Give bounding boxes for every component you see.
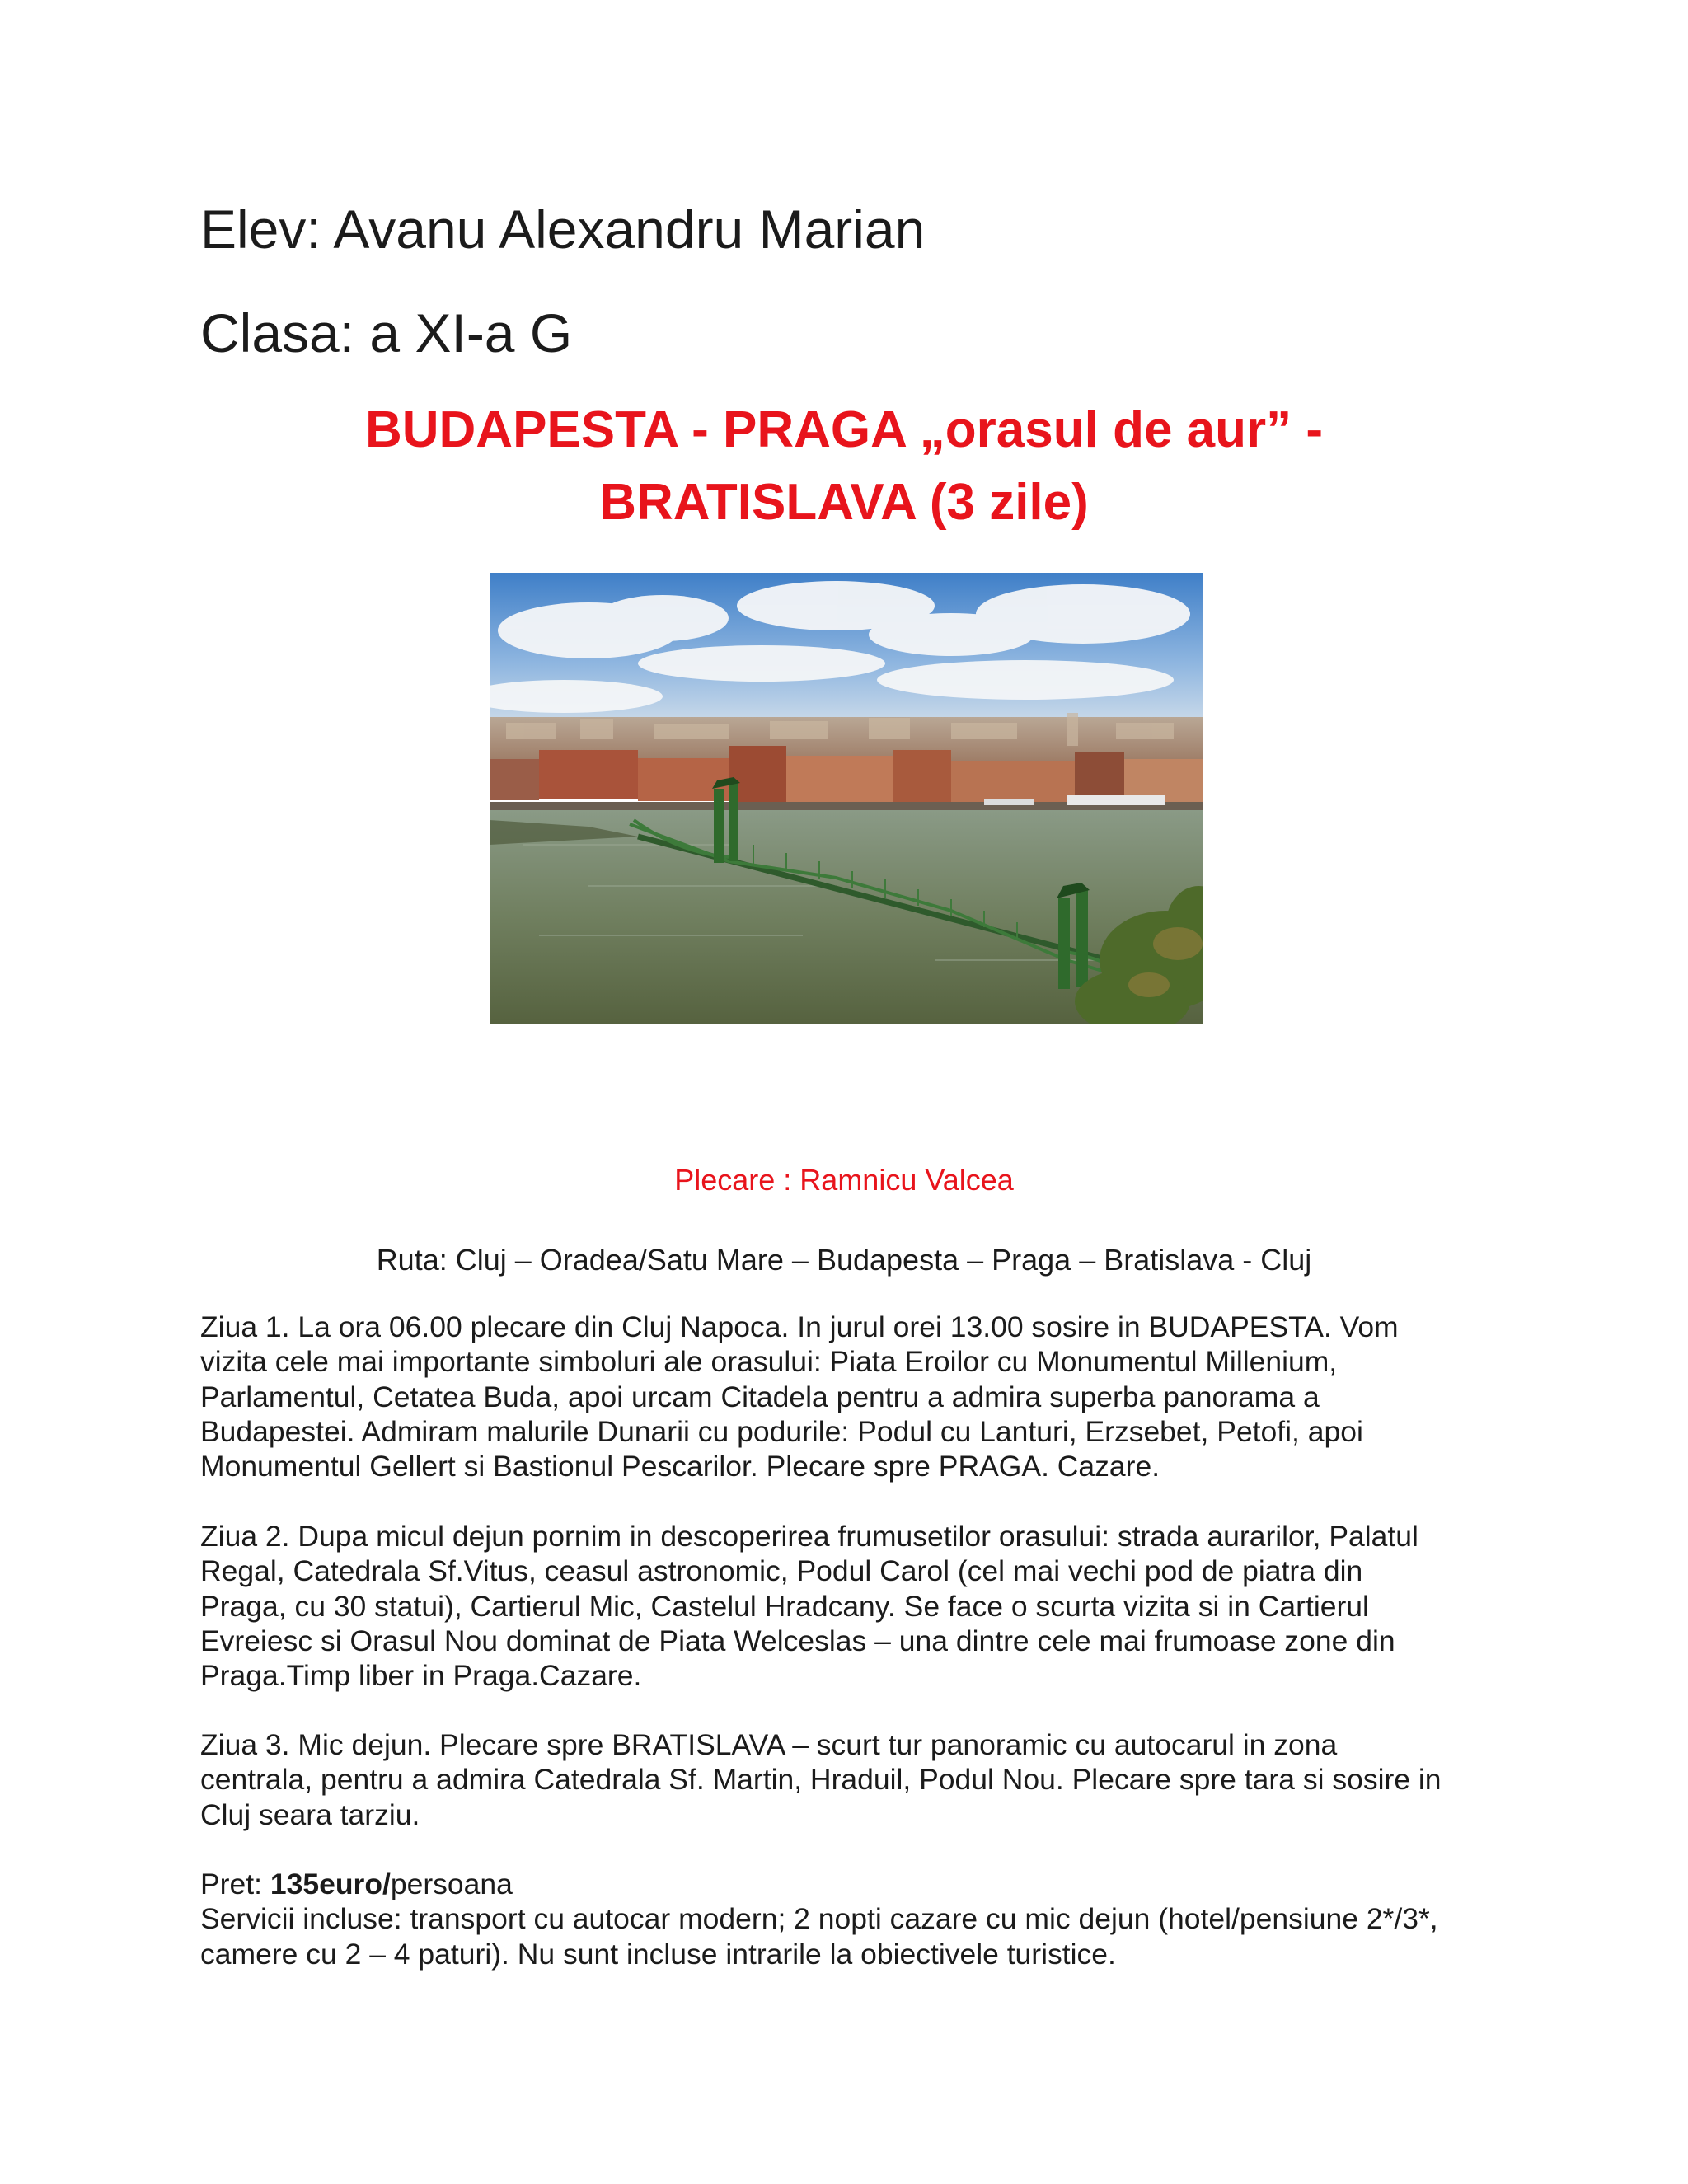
day2-line: Praga, cu 30 statui), Cartierul Mic, Castelul Hradcany. Se face o scurta vizita si in Cartierul [200, 1589, 1369, 1623]
price-label: Pret: [200, 1868, 270, 1900]
day1-line: Ziua 1. La ora 06.00 plecare din Cluj Napoca. In jurul orei 13.00 sosire in BUDAPESTA. Vom [200, 1310, 1399, 1343]
day2-line: Praga.Timp liber in Praga.Cazare. [200, 1659, 642, 1693]
page-title-line-2: BRATISLAVA (3 zile) [599, 474, 1089, 531]
price-value: 135euro/ [270, 1868, 391, 1900]
day2-line: Regal, Catedrala Sf.Vitus, ceasul astronomic, Podul Carol (cel mai vechi pod de piatra din [200, 1554, 1363, 1588]
day1-line: vizita cele mai importante simboluri ale orasului: Piata Eroilor cu Monumentul Millenium, [200, 1345, 1338, 1379]
page-title-line-1: BUDAPESTA - PRAGA „orasul de aur” - [364, 401, 1324, 458]
services-line: Servicii incluse: transport cu autocar modern; 2 nopti cazare cu mic dejun (hotel/pensiune 2*/3*, [200, 1902, 1438, 1936]
itinerary-day-3 [200, 1727, 1503, 1832]
student-name: Elev: Avanu Alexandru Marian [200, 199, 926, 260]
pricing-section [200, 1867, 1503, 1971]
price-unit: persoana [390, 1868, 513, 1900]
services-line: camere cu 2 – 4 paturi). Nu sunt incluse intrarile la obiectivele turistice. [200, 1937, 1116, 1971]
day1-line: Budapestei. Admiram malurile Dunarii cu podurile: Podul cu Lanturi, Erzsebet, Petofi, apoi [200, 1414, 1363, 1448]
itinerary-day-2 [200, 1519, 1503, 1693]
price-line [200, 1867, 1503, 1901]
day1-line: Monumentul Gellert si Bastionul Pescarilor. Plecare spre PRAGA. Cazare. [200, 1450, 1160, 1483]
day3-line: centrala, pentru a admira Catedrala Sf. Martin, Hraduil, Podul Nou. Plecare spre tara si sosire in [200, 1763, 1442, 1797]
departure-info: Plecare : Ramnicu Valcea [674, 1163, 1014, 1197]
day3-line: Cluj seara tarziu. [200, 1797, 420, 1831]
budapest-bridge-photo [490, 573, 1203, 1024]
day2-line: Evreiesc si Orasul Nou dominat de Piata Welceslas – una dintre cele mai frumoase zone din [200, 1624, 1395, 1657]
day1-line: Parlamentul, Cetatea Buda, apoi urcam Citadela pentru a admira superba panorama a [200, 1380, 1320, 1413]
route-info: Ruta: Cluj – Oradea/Satu Mare – Budapesta – Praga – Bratislava - Cluj [376, 1243, 1312, 1277]
day2-line: Ziua 2. Dupa micul dejun pornim in descoperirea frumusetilor orasului: strada aurarilor, Palatul [200, 1520, 1418, 1553]
day3-line: Ziua 3. Mic dejun. Plecare spre BRATISLAVA – scurt tur panoramic cu autocarul in zona [200, 1728, 1338, 1761]
itinerary-day-1 [200, 1310, 1503, 1483]
student-class: Clasa: a XI-a G [200, 302, 573, 363]
